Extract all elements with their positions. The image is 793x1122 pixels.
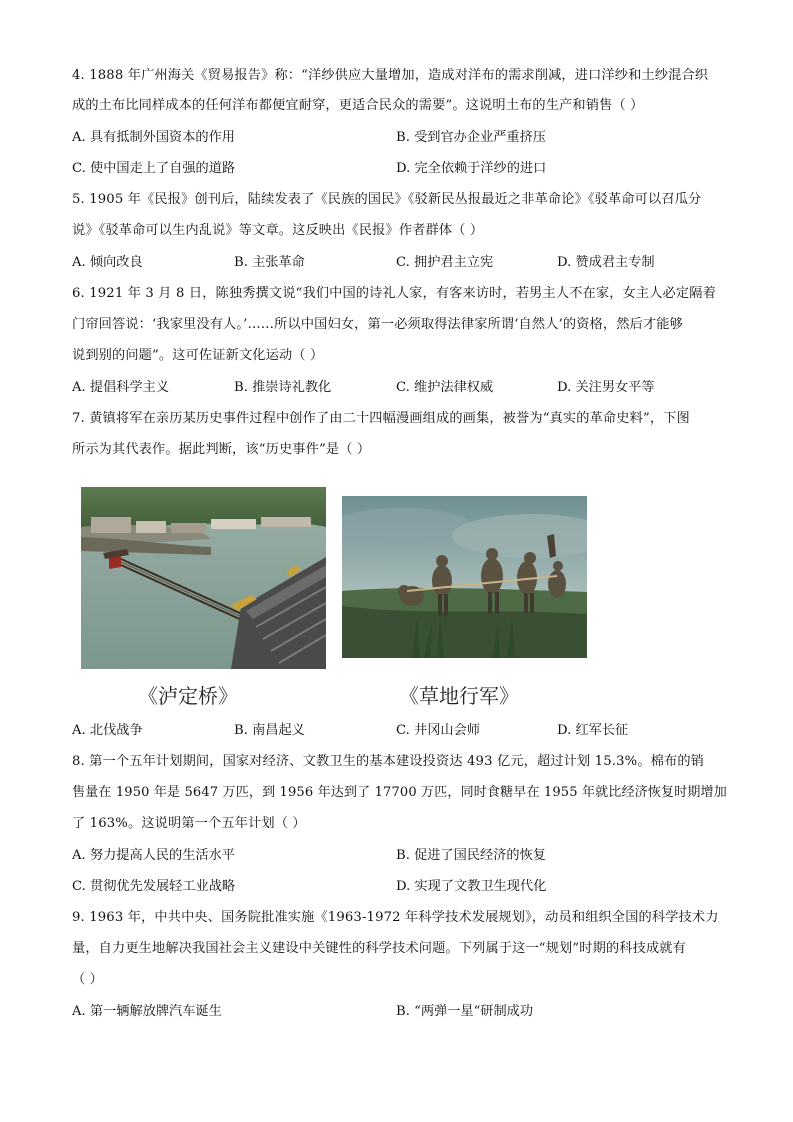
q5-option-a[interactable]: A. 倾向改良 <box>72 255 143 270</box>
q8-option-d[interactable]: D. 实现了文教卫生现代化 <box>396 879 547 894</box>
q4-stem-line1: 4. 1888 年广州海关《贸易报告》称：“洋纱供应大量增加，造成对洋布的需求削减，进口洋纱和土纱混合织 <box>72 68 709 83</box>
q9-option-b[interactable]: B. “两弹一星“研制成功 <box>396 1004 534 1019</box>
q8-stem-line3: 了 163%。这说明第一个五年计划（ ） <box>72 816 306 831</box>
grassland-march-caption: 《草地行军》 <box>399 684 519 708</box>
q4-option-c[interactable]: C. 使中国走上了自强的道路 <box>72 161 236 176</box>
q8-stem-line2: 售量在 1950 年是 5647 万匹，到 1956 年达到了 17700 万匹，同时食糖早在 1955 年就比经济恢复时期增加 <box>72 785 727 800</box>
q4-option-b[interactable]: B. 受到官办企业严重挤压 <box>396 130 546 145</box>
q7-stem-line1: 7. 黄镇将军在亲历某历史事件过程中创作了由二十四幅漫画组成的画集，被誉为“真实的革命史料”，下图 <box>72 411 690 426</box>
q6-stem-line1: 6. 1921 年 3 月 8 日，陈独秀撰文说“我们中国的诗礼人家，有客来访时，若男主人不在家，女主人必定隔着 <box>72 286 716 301</box>
q9-stem-line1: 9. 1963 年，中共中央、国务院批准实施《1963-1972 年科学技术发展规划》，动员和组织全国的科学技术力 <box>72 910 719 925</box>
q7-option-d[interactable]: D. 红军长征 <box>557 723 629 738</box>
q4-option-d[interactable]: D. 完全依赖于洋纱的进口 <box>396 161 547 176</box>
grassland-march-image <box>342 496 587 658</box>
q8-stem-line1: 8. 第一个五年计划期间，国家对经济、文教卫生的基本建设投资达 493 亿元，超过计划 15.3%。棉布的销 <box>72 754 705 769</box>
q9-stem-line2: 量，自力更生地解决我国社会主义建设中关键性的科学技术问题。下列属于这一“规划”时期的科技成就有 <box>72 941 686 956</box>
q6-option-c[interactable]: C. 维护法律权威 <box>396 380 494 395</box>
q7-option-b[interactable]: B. 南昌起义 <box>234 723 305 738</box>
q5-stem-line2: 说》《驳革命可以生内乱说》等文章。这反映出《民报》作者群体（ ） <box>72 223 484 238</box>
luding-bridge-image <box>81 487 326 669</box>
luding-bridge-caption: 《泸定桥》 <box>138 684 238 708</box>
q9-stem-line3: （ ） <box>72 972 104 987</box>
q4-option-a[interactable]: A. 具有抵制外国资本的作用 <box>72 130 235 145</box>
q9-option-a[interactable]: A. 第一辆解放牌汽车诞生 <box>72 1004 222 1019</box>
q6-stem-line2: 门帘回答说：‘我家里没有人。’……所以中国妇女，第一必须取得法律家所谓‘自然人’的资格，然后才能够 <box>72 317 683 332</box>
q5-stem-line1: 5. 1905 年《民报》创刊后，陆续发表了《民族的国民》《驳新民丛报最近之非革命论》《驳革命可以召瓜分 <box>72 192 702 207</box>
q5-option-d[interactable]: D. 赞成君主专制 <box>557 255 655 270</box>
q7-stem-line2: 所示为其代表作。据此判断，该“历史事件”是（ ） <box>72 442 371 457</box>
q5-option-c[interactable]: C. 拥护君主立宪 <box>396 255 494 270</box>
q6-stem-line3: 说到别的问题”。这可佐证新文化运动（ ） <box>72 348 324 363</box>
q6-option-d[interactable]: D. 关注男女平等 <box>557 380 655 395</box>
q8-option-c[interactable]: C. 贯彻优先发展轻工业战略 <box>72 879 236 894</box>
q7-option-a[interactable]: A. 北伐战争 <box>72 723 143 738</box>
q7-option-c[interactable]: C. 井冈山会师 <box>396 723 480 738</box>
q5-option-b[interactable]: B. 主张革命 <box>234 255 305 270</box>
q4-stem-line2: 成的土布比同样成本的任何洋布都便宜耐穿，更适合民众的需要”。这说明土布的生产和销售（ ） <box>72 98 644 113</box>
q6-option-b[interactable]: B. 推崇诗礼教化 <box>234 380 332 395</box>
q8-option-a[interactable]: A. 努力提高人民的生活水平 <box>72 848 235 863</box>
q6-option-a[interactable]: A. 提倡科学主义 <box>72 380 170 395</box>
q8-option-b[interactable]: B. 促进了国民经济的恢复 <box>396 848 546 863</box>
